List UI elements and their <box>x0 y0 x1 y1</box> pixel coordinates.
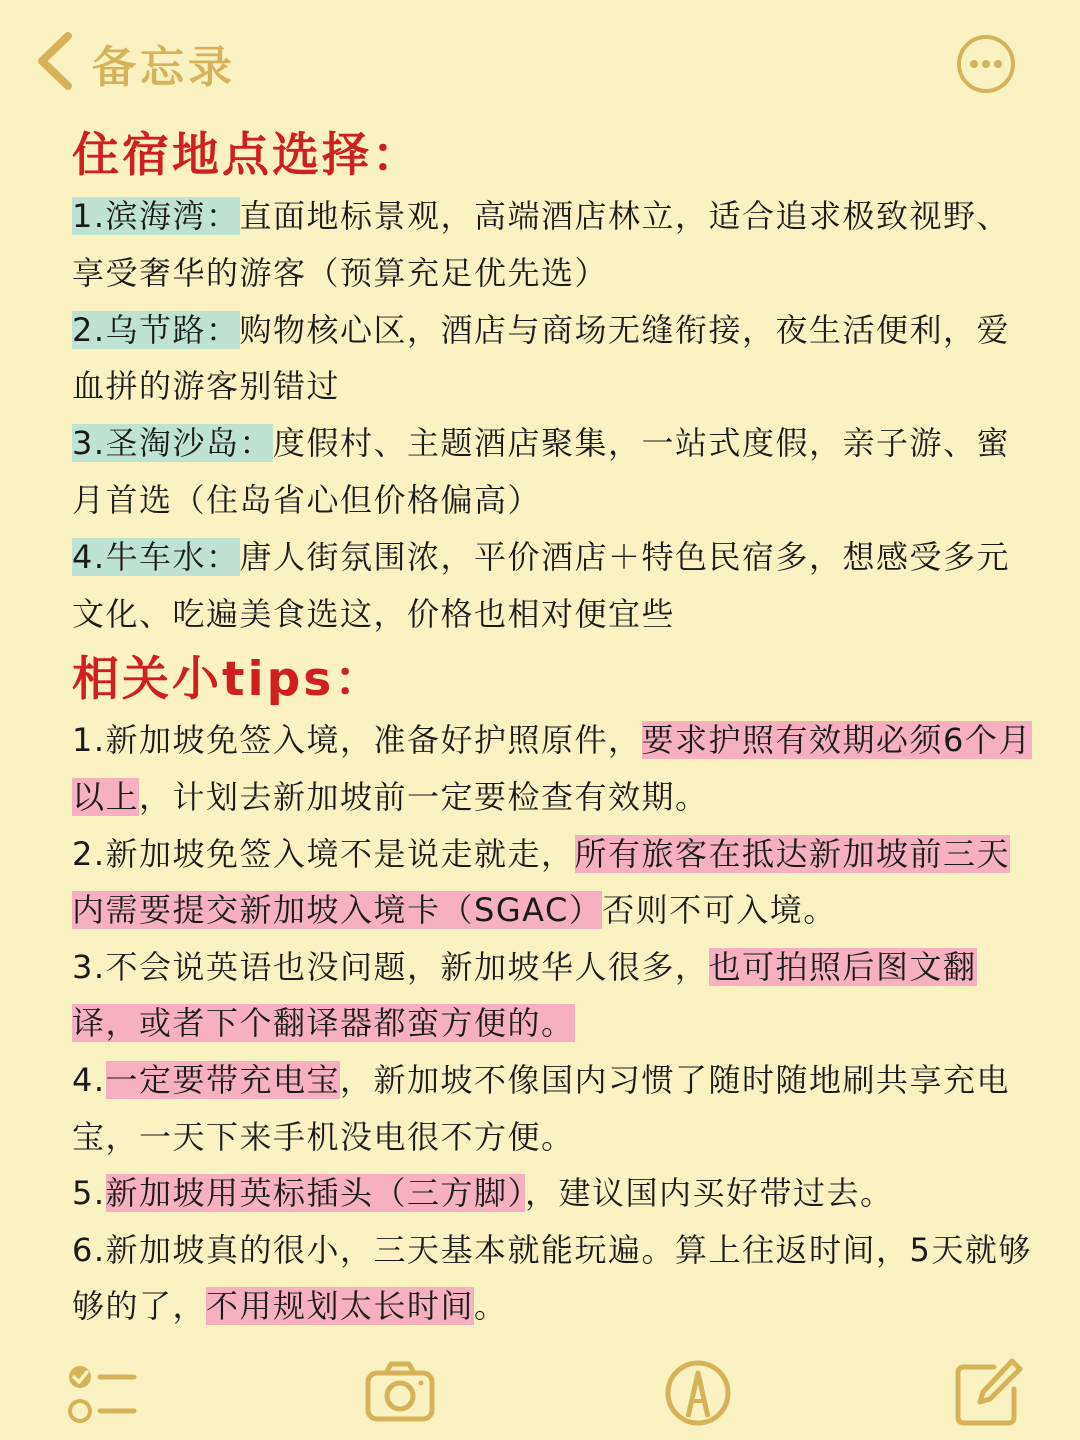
tip-highlight: 要求护照有效期必须6个月以上 <box>72 721 1032 816</box>
area-label: 1.滨海湾： <box>72 197 240 235</box>
compose-icon <box>950 1416 1026 1435</box>
tip-text: 6.新加坡真的很小，三天基本就能玩遍。算上往返时间，5天就够够的了， <box>72 1230 1032 1326</box>
area-item <box>72 302 1042 416</box>
camera-button[interactable] <box>362 1355 438 1431</box>
tip-item <box>72 1052 1042 1165</box>
tips-list <box>72 712 1042 1335</box>
tip-highlight: 不用规划太长时间 <box>206 1287 475 1326</box>
tip-text: ，计划去新加坡前一定要检查有效期。 <box>139 777 709 816</box>
tip-text: 2.新加坡免签入境不是说走就走， <box>72 834 575 873</box>
navigation-bar <box>0 0 1080 120</box>
tip-highlight: 所有旅客在抵达新加坡前三天内需要提交新加坡入境卡（SGAC） <box>72 834 1011 930</box>
tip-text: ，新加坡不像国内习惯了随时随地刷共享充电宝，一天下来手机没电很不方便。 <box>72 1060 1011 1156</box>
area-item <box>72 188 1042 302</box>
compose-button[interactable] <box>950 1355 1026 1431</box>
area-label: 4.牛车水： <box>72 537 240 576</box>
tip-highlight: 一定要带充电宝 <box>105 1060 341 1099</box>
tip-text: 。 <box>474 1287 508 1326</box>
tip-item <box>72 712 1042 825</box>
area-label: 2.乌节路： <box>72 310 240 349</box>
tip-item <box>72 939 1042 1052</box>
area-description: 唐人街氛围浓，平价酒店＋特色民宿多，想感受多元文化、吃遍美食选这，价格也相对便宜些 <box>72 537 1011 633</box>
checklist-icon <box>64 1416 140 1435</box>
tip-item <box>72 1165 1042 1222</box>
tip-highlight: 新加坡用英标插头（三方脚） <box>105 1174 526 1213</box>
chevron-left-icon <box>32 30 78 96</box>
markup-button[interactable] <box>660 1355 736 1431</box>
area-item <box>72 415 1042 529</box>
tip-text: 否则不可入境。 <box>602 891 837 930</box>
tip-text: 5. <box>72 1174 106 1213</box>
tip-text: 3.不会说英语也没问题，新加坡华人很多， <box>72 947 709 986</box>
bottom-toolbar <box>0 1345 1080 1440</box>
more-button[interactable] <box>954 32 1018 96</box>
area-description: 直面地标景观，高端酒店林立，适合追求极致视野、享受奢华的游客（预算充足优先选） <box>72 197 1011 292</box>
tip-text: ，建议国内买好带过去。 <box>525 1174 894 1213</box>
back-label: 备忘录 <box>92 42 236 93</box>
tip-text: 1.新加坡免签入境，准备好护照原件， <box>72 721 642 760</box>
area-description: 购物核心区，酒店与商场无缝衔接，夜生活便利，爱血拼的游客别错过 <box>72 310 1011 406</box>
area-item <box>72 529 1042 643</box>
area-label: 3.圣淘沙岛： <box>72 424 274 463</box>
checklist-button[interactable] <box>64 1355 140 1431</box>
camera-icon <box>362 1416 438 1435</box>
tip-text: 4. <box>72 1060 106 1099</box>
note-body[interactable] <box>72 124 1042 1335</box>
tip-item <box>72 826 1042 939</box>
section-title-tips: 相关小tips： <box>72 652 385 708</box>
pen-markup-icon <box>660 1416 736 1435</box>
back-button[interactable] <box>32 28 236 98</box>
section-title-accommodation: 住宿地点选择： <box>72 128 422 183</box>
area-description: 度假村、主题酒店聚集，一站式度假，亲子游、蜜月首选（住岛省心但价格偏高） <box>72 424 1011 519</box>
tip-item <box>72 1222 1042 1335</box>
more-icon <box>954 81 1018 100</box>
tip-highlight: 也可拍照后图文翻译，或者下个翻译器都蛮方便的。 <box>72 947 977 1043</box>
